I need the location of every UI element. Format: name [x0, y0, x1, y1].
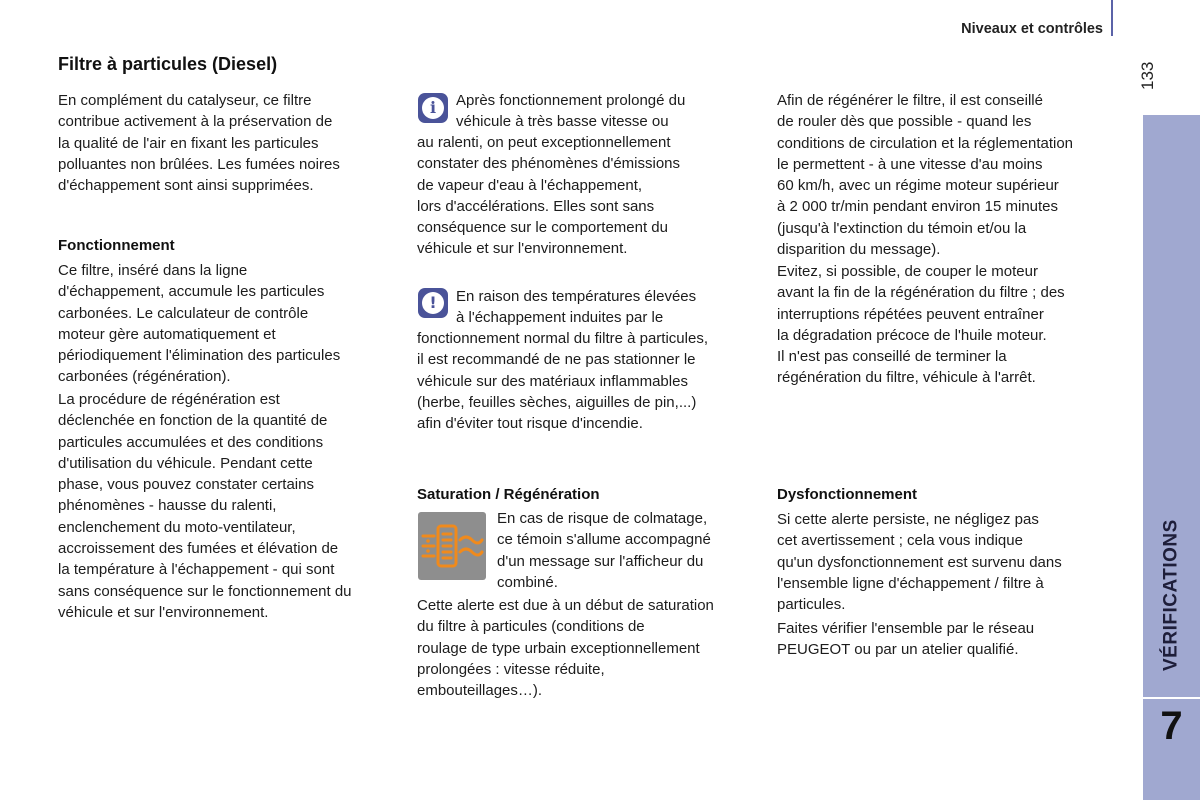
header-divider [1111, 0, 1113, 36]
chapter-label: VÉRIFICATIONS [1160, 519, 1182, 671]
info-icon-glyph: i [422, 97, 444, 119]
info-note-body: au ralenti, on peut exceptionnellement constater des phénomènes d'émissions de vapeur d'eau à l'échappement, lors d'accélérations. Elles sont sans conséquence sur le comportement du véhicule et sur l'environnement. [417, 134, 681, 258]
page-number: 133 [1138, 61, 1157, 91]
warning-note-body: fonctionnement normal du filtre à particules, il est recommandé de ne pas stationner le véhicule sur des matériaux inflammables (herbe, feuilles sèches, aiguilles de pin,...) afin d'éviter tout risque d'incendie. [417, 330, 708, 433]
fonctionnement-heading: Fonctionnement [58, 237, 175, 254]
info-icon [418, 93, 448, 123]
fonctionnement-paragraph-1: Ce filtre, inséré dans la ligne d'échappement, accumule les particules carbonées. Le calculateur de contrôle moteur gère automatiquement et périodiquement l'élimination des particules carbonées (régénération). [58, 262, 341, 386]
warning-icon-glyph: ! [422, 292, 444, 314]
fonctionnement-paragraph-2: La procédure de régénération est déclenchée en fonction de la quantité de particules accumulées et des conditions d'utilisation du véhicule. Pendant cette phase, vous pouvez constater certains phénomènes - hausse du ralenti, enclenchement du moto-ventilateur, accroissement des fumées et élévation de la température à l'échappement - qui sont sans conséquence sur le fonctionnement du véhicule et sur l'environnement. [58, 391, 352, 621]
chapter-divider [1143, 697, 1200, 699]
header-section-title: Niveaux et contrôles [961, 21, 1103, 37]
dysfonctionnement-heading: Dysfonctionnement [777, 486, 918, 503]
particle-filter-warning-lamp-icon [418, 512, 486, 580]
page-title: Filtre à particules (Diesel) [58, 54, 278, 74]
saturation-body: Cette alerte est due à un début de saturation du filtre à particules (conditions de roulage de type urbain exceptionnellement prolongées : vitesse réduite, embouteillages…). [417, 597, 714, 700]
chapter-number: 7 [1160, 704, 1183, 748]
info-note-first-lines: Après fonctionnement prolongé du véhicule à très basse vitesse ou [456, 92, 686, 131]
regeneration-paragraph-2: Evitez, si possible, de couper le moteur avant la fin de la régénération du filtre ; des interruptions répétées peuvent entraîner la dégradation précoce de l'huile moteur. Il n'est pas conseillé de terminer la régénération du filtre, véhicule à l'arrêt. [777, 263, 1065, 387]
saturation-heading: Saturation / Régénération [417, 486, 600, 503]
dysfonctionnement-paragraph-1: Si cette alerte persiste, ne négligez pas cet avertissement ; cela vous indique qu'un dysfonctionnement est survenu dans l'ensemble ligne d'échappement / filtre à particules. [777, 511, 1062, 614]
regeneration-paragraph-1: Afin de régénérer le filtre, il est conseillé de rouler dès que possible - quand les conditions de circulation et la réglementation le permettent - à une vitesse d'au moins 60 km/h, avec un régime moteur supérieur à 2 000 tr/min pendant environ 15 minutes (jusqu'à l'extinction du témoin et/ou la disparition du message). [777, 92, 1074, 259]
saturation-lamp-text: En cas de risque de colmatage, ce témoin s'allume accompagné d'un message sur l'afficheur du combiné. [497, 510, 711, 591]
intro-paragraph: En complément du catalyseur, ce filtre contribue activement à la préservation de la qualité de l'air en fixant les particules polluantes non brûlées. Les fumées noires d'échappement sont ainsi supprimées. [58, 92, 340, 195]
warning-note-first-lines: En raison des températures élevées à l'échappement induites par le [456, 288, 697, 327]
warning-icon [418, 288, 448, 318]
dysfonctionnement-paragraph-2: Faites vérifier l'ensemble par le réseau PEUGEOT ou par un atelier qualifié. [777, 620, 1035, 659]
